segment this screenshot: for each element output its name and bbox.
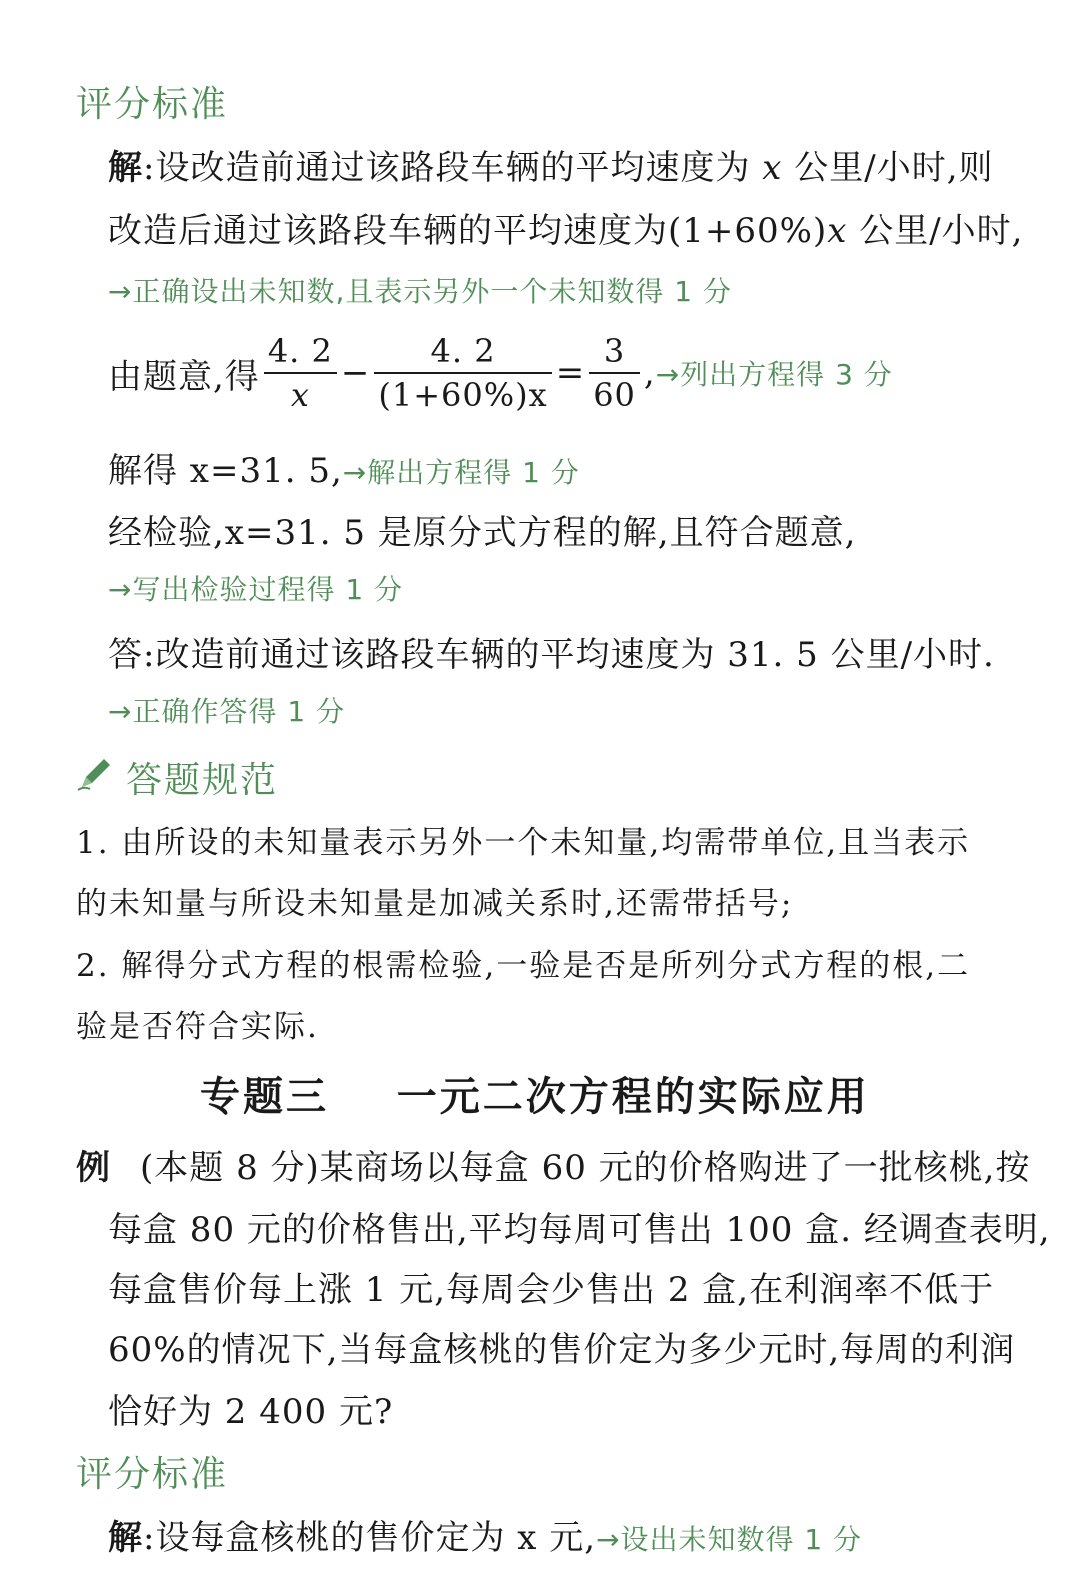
example-line-4: 60%的情况下,当每盒核桃的售价定为多少元时,每周的利润	[108, 1330, 1016, 1370]
norms-heading	[76, 752, 278, 803]
scoring-note-4: →写出检验过程得 1 分	[108, 573, 404, 606]
section-heading-scoring-2: 评分标准	[76, 1454, 229, 1495]
section-heading-scoring: 评分标准	[76, 84, 229, 125]
topic-title: 专题三 一元二次方程的实际应用	[200, 1074, 870, 1120]
solution-line-1-text: :设改造前通过该路段车辆的平均速度为	[143, 148, 751, 188]
fraction-2	[374, 330, 551, 416]
pencil-icon	[76, 753, 116, 802]
fraction-1-denominator: x	[290, 376, 310, 414]
example-line-1: (本题 8 分)某商场以每盒 60 元的价格购进了一批核桃,按	[140, 1148, 1031, 1188]
example-line-2: 每盒 80 元的价格售出,平均每周可售出 100 盒. 经调查表明,	[108, 1210, 1051, 1250]
solution-2-line	[108, 1510, 862, 1559]
equation-suffix: ,	[643, 353, 656, 393]
variable-x: x	[762, 148, 783, 188]
fraction-3	[589, 330, 640, 416]
variable-x: x	[827, 211, 848, 251]
fraction-3-denominator: 60	[593, 376, 636, 414]
norm-item-1-line-2: 的未知量与所设未知量是加减关系时,还需带括号;	[76, 886, 794, 922]
fraction-1	[264, 330, 337, 416]
solve-line	[108, 443, 580, 492]
solution-label: 解	[108, 148, 143, 188]
solution-2-label: 解	[108, 1518, 143, 1558]
scoring-note-5: →正确作答得 1 分	[108, 695, 346, 728]
answer-line: 答:改造前通过该路段车辆的平均速度为 31. 5 公里/小时.	[108, 635, 995, 675]
scoring-note-6: →设出未知数得 1 分	[596, 1523, 863, 1556]
minus-sign: −	[340, 353, 371, 393]
solution-2-text: :设每盒核桃的售价定为 x 元,	[143, 1518, 597, 1558]
scoring-note-3: →解出方程得 1 分	[342, 456, 580, 489]
norms-heading-text: 答题规范	[126, 760, 279, 801]
fraction-3-numerator: 3	[589, 330, 640, 374]
example-label: 例	[76, 1148, 111, 1188]
example-line-5: 恰好为 2 400 元?	[108, 1392, 394, 1432]
norm-item-1-line-1: 1. 由所设的未知量表示另外一个未知量,均需带单位,且当表示	[76, 825, 971, 861]
norm-item-2-line-1: 2. 解得分式方程的根需检验,一验是否是所列分式方程的根,二	[76, 948, 971, 984]
solution-line-2-text: 改造后通过该路段车辆的平均速度为(1+60%)	[108, 211, 828, 251]
equation-line	[108, 330, 893, 416]
solution-line-2-end: 公里/小时,	[859, 211, 1024, 251]
example-line-3: 每盒售价每上涨 1 元,每周会少售出 2 盒,在利润率不低于	[108, 1270, 995, 1310]
check-line: 经检验,x=31. 5 是原分式方程的解,且符合题意,	[108, 513, 857, 553]
fraction-1-numerator: 4. 2	[264, 330, 337, 374]
solution-line-1-end: 公里/小时,则	[794, 148, 994, 188]
scoring-note-2: →列出方程得 3 分	[655, 358, 893, 391]
norm-item-2-line-2: 验是否符合实际.	[76, 1009, 319, 1045]
fraction-2-numerator: 4. 2	[374, 330, 551, 374]
scoring-note-1: →正确设出未知数,且表示另外一个未知数得 1 分	[108, 275, 732, 308]
solve-text: 解得 x=31. 5,	[108, 451, 343, 491]
solution-line-1	[108, 140, 994, 189]
solution-line-2	[108, 203, 1023, 252]
equation-prefix: 由题意,得	[108, 356, 260, 397]
fraction-2-denominator: (1+60%)x	[378, 376, 548, 414]
equals-sign: =	[555, 353, 586, 393]
